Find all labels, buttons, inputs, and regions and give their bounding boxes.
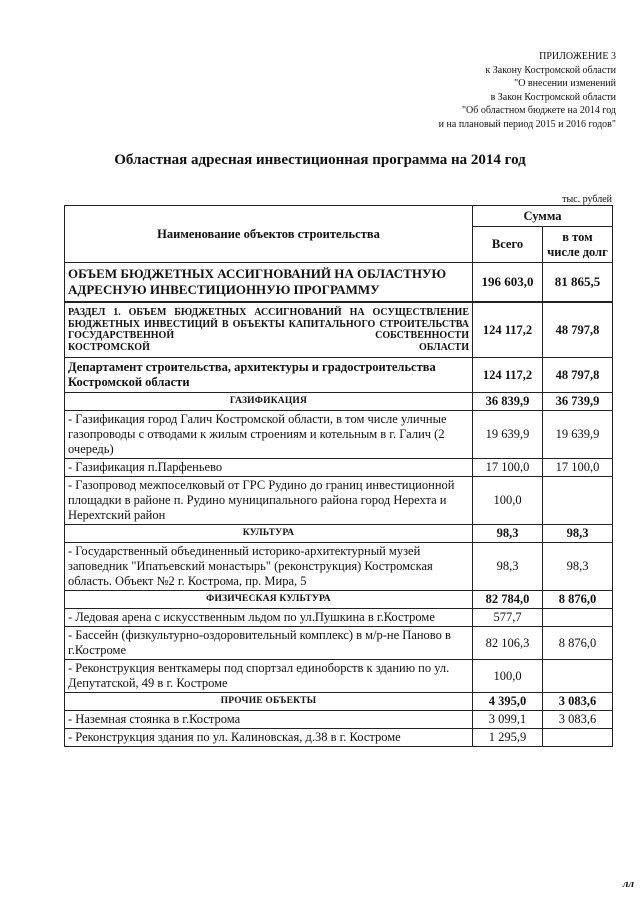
header-name-cell: Наименование объектов строительства: [65, 206, 473, 263]
category-total: 4 395,0: [473, 693, 543, 711]
total-row-total: 196 603,0: [473, 263, 543, 303]
category-name: КУЛЬТУРА: [65, 525, 473, 543]
category-row: [65, 525, 613, 543]
total-row-debt: 81 865,5: [543, 263, 613, 303]
category-total: 98,3: [473, 525, 543, 543]
header-row: [65, 206, 613, 227]
item-name: - Наземная стоянка в г.Кострома: [65, 711, 473, 729]
category-total: 82 784,0: [473, 591, 543, 609]
corner-mark: лл: [622, 878, 634, 890]
item-total: 19 639,9: [473, 411, 543, 459]
appendix-line: в Закон Костромской области: [490, 91, 616, 103]
category-row: [65, 693, 613, 711]
category-row: [65, 591, 613, 609]
total-row: [65, 263, 613, 303]
table-body: [65, 206, 613, 747]
item-name: - Газификация п.Парфеньево: [65, 459, 473, 477]
table-row: [65, 459, 613, 477]
section-row-debt: 48 797,8: [543, 302, 613, 358]
item-name: - Газификация город Галич Костромской области, в том числе уличные газопроводы с отводами к жилым строениям и котельным в г. Галич (2 очередь): [65, 411, 473, 459]
item-debt: 3 083,6: [543, 711, 613, 729]
category-name: ФИЗИЧЕСКАЯ КУЛЬТУРА: [65, 591, 473, 609]
section-row-name: [65, 302, 473, 358]
category-debt: 3 083,6: [543, 693, 613, 711]
total-row-name: ОБЪЕМ БЮДЖЕТНЫХ АССИГНОВАНИЙ НА ОБЛАСТНУЮ АДРЕСНУЮ ИНВЕСТИЦИОННУЮ ПРОГРАММУ: [65, 263, 473, 303]
item-name: - Государственный объединенный историко-архитектурный музей заповедник "Ипатьевский монастырь" (реконструкция) Костромская область. Объект №2 г. Кострома, пр. Мира, 5: [65, 543, 473, 591]
item-name: - Реконструкция венткамеры под спортзал единоборств к зданию по ул. Депутатской, 49 в г. Костроме: [65, 660, 473, 693]
item-name: - Ледовая арена с искусственным льдом по ул.Пушкина в г.Костроме: [65, 609, 473, 627]
item-debt: 8 876,0: [543, 627, 613, 660]
units-label: тыс. рублей: [562, 194, 612, 205]
item-debt: 19 639,9: [543, 411, 613, 459]
item-name: - Бассейн (физкультурно-оздоровительный комплекс) в м/р-не Паново в г.Костроме: [65, 627, 473, 660]
page-title: Областная адресная инвестиционная программа на 2014 год: [114, 152, 526, 168]
department-row-name: Департамент строительства, архитектуры и градостроительства Костромской области: [65, 358, 473, 393]
table-row: [65, 477, 613, 525]
header-total-cell: Всего: [473, 227, 543, 263]
category-name: ПРОЧИЕ ОБЪЕКТЫ: [65, 693, 473, 711]
table-row: [65, 711, 613, 729]
section-row-name-last: КОСТРОМСКОЙ ОБЛАСТИ: [68, 341, 469, 353]
appendix-line: ПРИЛОЖЕНИЕ 3: [539, 51, 616, 62]
table-row: [65, 627, 613, 660]
table-row: [65, 609, 613, 627]
item-total: 1 295,9: [473, 729, 543, 747]
item-debt: [543, 609, 613, 627]
table-row: [65, 660, 613, 693]
item-total: 98,3: [473, 543, 543, 591]
category-debt: 98,3: [543, 525, 613, 543]
appendix-line: и на плановый период 2015 и 2016 годов": [438, 118, 616, 130]
appendix-note: [286, 50, 616, 131]
item-total: 577,7: [473, 609, 543, 627]
item-debt: 17 100,0: [543, 459, 613, 477]
item-debt: [543, 660, 613, 693]
item-total: 3 099,1: [473, 711, 543, 729]
category-debt: 36 739,9: [543, 393, 613, 411]
table-row: [65, 729, 613, 747]
header-debt-cell: в том числе долг: [543, 227, 613, 263]
category-name: ГАЗИФИКАЦИЯ: [65, 393, 473, 411]
section-row-name-main: РАЗДЕЛ 1. ОБЪЕМ БЮДЖЕТНЫХ АССИГНОВАНИЙ НА ОСУЩЕСТВЛЕНИЕ БЮДЖЕТНЫХ ИНВЕСТИЦИЙ В ОБЪЕКТЫ КАПИТАЛЬНОГО СТРОИТЕЛЬСТВА ГОСУДАРСТВЕННОЙ СОБСТВЕННОСТИ: [68, 307, 469, 341]
table-row: [65, 543, 613, 591]
item-debt: [543, 477, 613, 525]
appendix-line: "О внесении изменений: [514, 78, 616, 89]
item-debt: [543, 729, 613, 747]
item-total: 17 100,0: [473, 459, 543, 477]
item-name: - Реконструкция здания по ул. Калиновская, д.38 в г. Костроме: [65, 729, 473, 747]
item-total: 100,0: [473, 660, 543, 693]
department-row-debt: 48 797,8: [543, 358, 613, 393]
item-total: 82 106,3: [473, 627, 543, 660]
section-row: [65, 302, 613, 358]
department-row: [65, 358, 613, 393]
table-row: [65, 411, 613, 459]
item-name: - Газопровод межпоселковый от ГРС Рудино до границ инвестиционной площадки в районе п. Рудино муниципального района город Нерехта и Нерехтский район: [65, 477, 473, 525]
appendix-line: к Закону Костромской области: [485, 64, 616, 76]
item-total: 100,0: [473, 477, 543, 525]
investment-table: [64, 205, 613, 747]
appendix-line: "Об областном бюджете на 2014 год: [461, 105, 616, 116]
item-debt: 98,3: [543, 543, 613, 591]
header-sum-cell: Сумма: [473, 206, 613, 227]
department-row-total: 124 117,2: [473, 358, 543, 393]
category-debt: 8 876,0: [543, 591, 613, 609]
section-row-total: 124 117,2: [473, 302, 543, 358]
category-total: 36 839,9: [473, 393, 543, 411]
category-row: [65, 393, 613, 411]
